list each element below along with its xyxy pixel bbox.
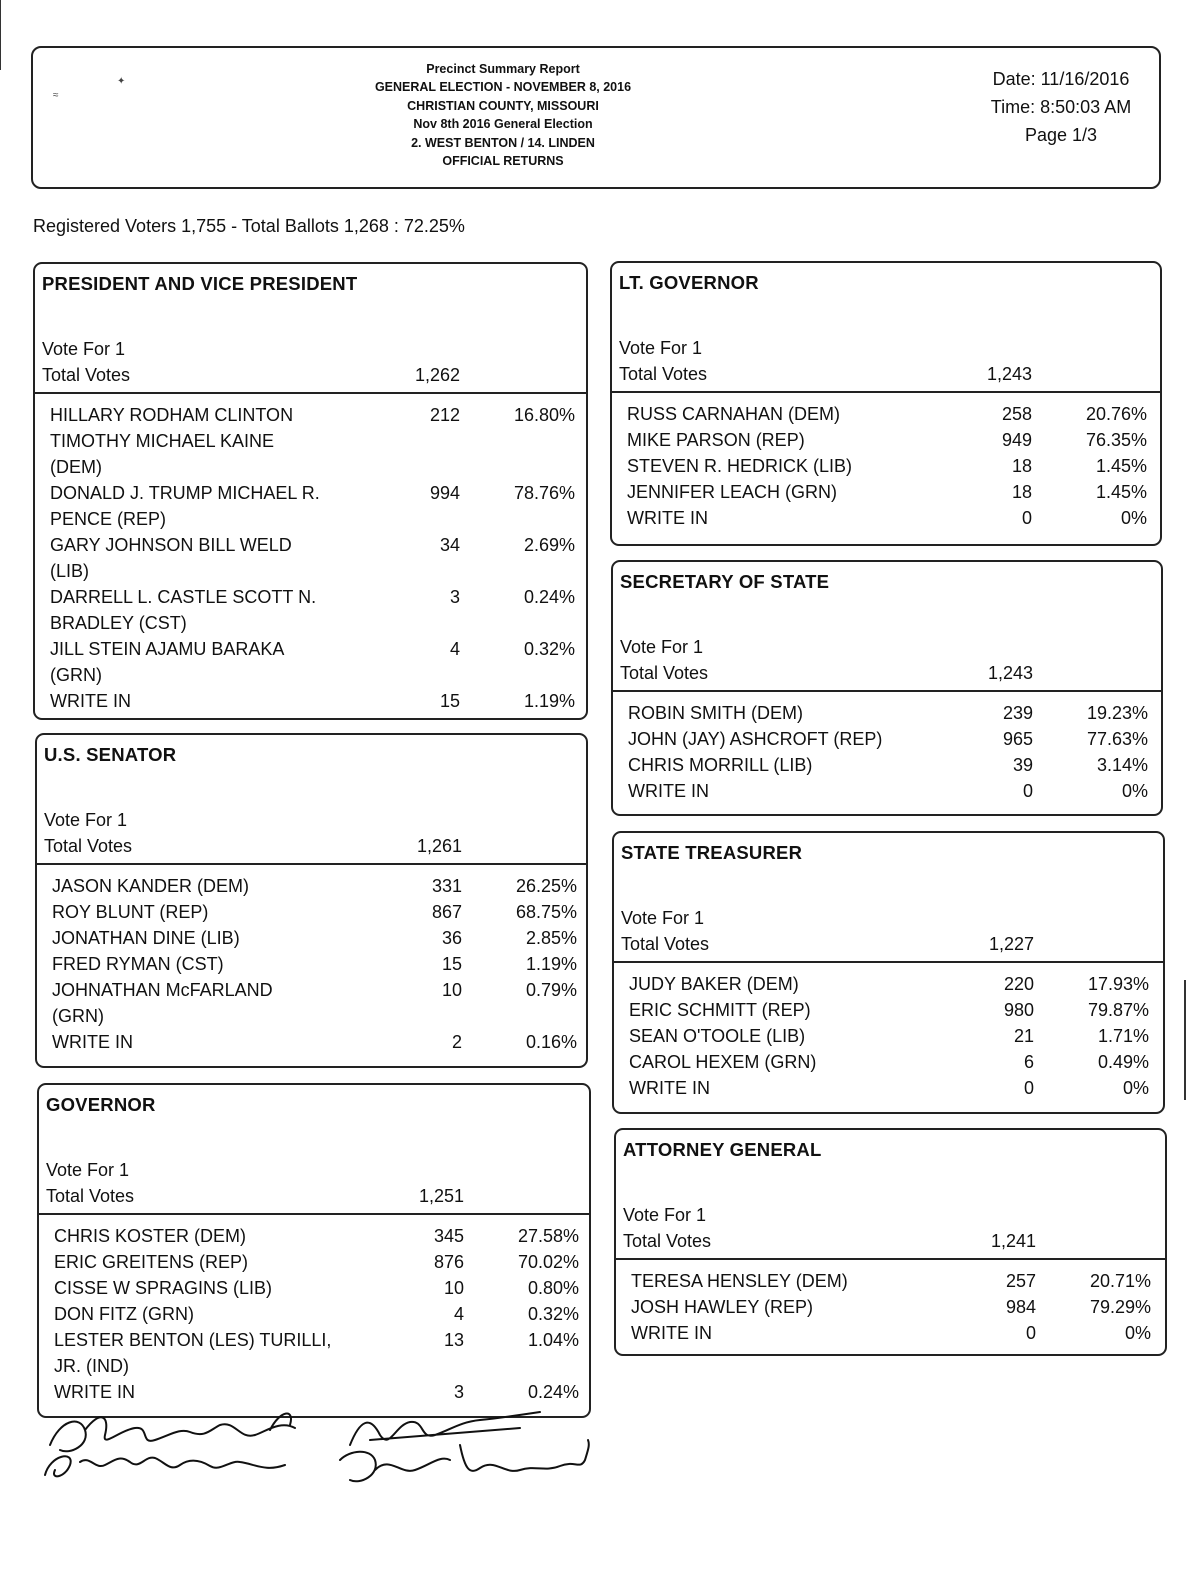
- candidate-percent: 2.85%: [525, 928, 577, 948]
- candidate-list: [616, 1268, 1165, 1346]
- candidate-name-line: CHRIS KOSTER (DEM): [54, 1226, 247, 1246]
- total-votes-value: 1,262: [414, 365, 460, 385]
- candidate-percent: 1.19%: [525, 954, 577, 974]
- candidate-row: [39, 1249, 589, 1275]
- candidate-percent: 19.23%: [1086, 703, 1148, 723]
- candidate-votes: 18: [1011, 456, 1032, 476]
- vote-for-label: Vote For 1: [46, 1160, 130, 1180]
- candidate-votes: 965: [1002, 729, 1033, 749]
- race-governor: [37, 1083, 591, 1418]
- report-time: Time: 8:50:03 AM: [990, 97, 1132, 117]
- candidate-name: [627, 453, 967, 479]
- candidate-votes: 39: [1012, 755, 1033, 775]
- candidate-row: [37, 925, 586, 951]
- candidate-votes: 257: [1005, 1271, 1036, 1291]
- candidate-votes: 876: [433, 1252, 464, 1272]
- candidate-name: [629, 997, 969, 1023]
- race-divider: [39, 1213, 589, 1215]
- candidate-name: [50, 584, 370, 636]
- candidate-name-line: JONATHAN DINE (LIB): [52, 928, 240, 948]
- candidate-name: [627, 401, 967, 427]
- candidate-list: [39, 1223, 589, 1405]
- candidate-row: [614, 997, 1163, 1023]
- race-attorney-general: [614, 1128, 1167, 1356]
- race-title: PRESIDENT AND VICE PRESIDENT: [42, 273, 358, 294]
- race-title: ATTORNEY GENERAL: [623, 1139, 822, 1160]
- candidate-row: [616, 1320, 1165, 1346]
- total-votes-label: Total Votes: [42, 365, 131, 385]
- vote-for-label: Vote For 1: [621, 908, 705, 928]
- candidate-row: [616, 1294, 1165, 1320]
- scan-speck-mark: ✦: [117, 76, 126, 87]
- candidate-votes: 331: [431, 876, 462, 896]
- candidate-percent: 0.80%: [527, 1278, 579, 1298]
- candidate-name-line: WRITE IN: [631, 1323, 712, 1343]
- candidate-percent: 0%: [1124, 1323, 1151, 1343]
- candidate-row: [612, 479, 1160, 505]
- county-name: CHRISTIAN COUNTY, MISSOURI: [407, 98, 599, 113]
- election-subtitle: Nov 8th 2016 General Election: [413, 117, 593, 132]
- candidate-name-line: PENCE (REP): [50, 509, 167, 529]
- candidate-row: [612, 505, 1160, 531]
- race-title: U.S. SENATOR: [44, 744, 177, 765]
- vote-for-label: Vote For 1: [623, 1205, 707, 1225]
- scan-speck-mark: ≈: [53, 90, 59, 101]
- total-votes-label: Total Votes: [621, 934, 710, 954]
- race-divider: [612, 391, 1160, 393]
- candidate-percent: 1.19%: [523, 691, 575, 711]
- vote-for-label: Vote For 1: [619, 338, 703, 358]
- race-title: LT. GOVERNOR: [619, 272, 759, 293]
- candidate-name-line: ERIC GREITENS (REP): [54, 1252, 249, 1272]
- candidate-name: [52, 899, 372, 925]
- candidate-name: [54, 1249, 374, 1275]
- signature-2: [45, 1456, 285, 1476]
- candidate-row: [39, 1301, 589, 1327]
- candidate-votes: 212: [429, 405, 460, 425]
- candidate-name: [628, 778, 968, 804]
- candidate-percent: 20.71%: [1089, 1271, 1151, 1291]
- candidate-percent: 0%: [1120, 508, 1147, 528]
- candidate-votes: 0: [1025, 1323, 1036, 1343]
- candidate-votes: 4: [449, 639, 460, 659]
- candidate-percent: 1.04%: [527, 1330, 579, 1350]
- candidate-percent: 0.24%: [527, 1382, 579, 1402]
- total-votes-label: Total Votes: [46, 1186, 135, 1206]
- candidate-name-line: DARRELL L. CASTLE SCOTT N.: [50, 587, 317, 607]
- vote-for-label: Vote For 1: [620, 637, 704, 657]
- candidate-name: [631, 1320, 971, 1346]
- candidate-row: [39, 1223, 589, 1249]
- candidate-name-line: RUSS CARNAHAN (DEM): [627, 404, 841, 424]
- candidate-name-line: SEAN O'TOOLE (LIB): [629, 1026, 806, 1046]
- race-title: SECRETARY OF STATE: [620, 571, 830, 592]
- candidate-name-line: ERIC SCHMITT (REP): [629, 1000, 811, 1020]
- candidate-name: [50, 532, 370, 584]
- candidate-row: [35, 532, 586, 584]
- candidate-name-line: BRADLEY (CST): [50, 613, 187, 633]
- candidate-percent: 0%: [1122, 1078, 1149, 1098]
- candidate-name: [52, 925, 372, 951]
- candidate-row: [612, 427, 1160, 453]
- candidate-name-line: JOHNATHAN McFARLAND: [52, 980, 273, 1000]
- candidate-name-line: FRED RYMAN (CST): [52, 954, 224, 974]
- candidate-percent: 68.75%: [515, 902, 577, 922]
- candidate-row: [616, 1268, 1165, 1294]
- candidate-name: [628, 752, 968, 778]
- candidate-row: [613, 726, 1161, 752]
- total-votes-value: 1,261: [416, 836, 462, 856]
- signature-4: [340, 1440, 589, 1481]
- candidate-name-line: DONALD J. TRUMP MICHAEL R.: [50, 483, 320, 503]
- candidate-name-line: JASON KANDER (DEM): [52, 876, 250, 896]
- report-date: Date: 11/16/2016: [992, 69, 1130, 89]
- candidate-name-line: JENNIFER LEACH (GRN): [627, 482, 838, 502]
- race-secretary-of-state: [611, 560, 1163, 816]
- race-divider: [616, 1258, 1165, 1260]
- vote-for-label: Vote For 1: [42, 339, 126, 359]
- candidate-name-line: (LIB): [50, 561, 90, 581]
- candidate-percent: 0%: [1121, 781, 1148, 801]
- race-state-treasurer: [612, 831, 1165, 1114]
- candidate-name-line: HILLARY RODHAM CLINTON: [50, 405, 294, 425]
- candidate-votes: 13: [443, 1330, 464, 1350]
- candidate-percent: 79.29%: [1089, 1297, 1151, 1317]
- total-votes-value: 1,243: [986, 364, 1032, 384]
- candidate-percent: 16.80%: [513, 405, 575, 425]
- candidate-percent: 0.24%: [523, 587, 575, 607]
- candidate-votes: 3: [453, 1382, 464, 1402]
- candidate-name-line: WRITE IN: [629, 1078, 710, 1098]
- candidate-row: [37, 951, 586, 977]
- candidate-votes: 15: [441, 954, 462, 974]
- candidate-name: [52, 873, 372, 899]
- candidate-name: [50, 688, 370, 714]
- race-us-senator: [35, 733, 588, 1068]
- candidate-row: [35, 688, 586, 714]
- candidate-percent: 1.71%: [1097, 1026, 1149, 1046]
- candidate-name-line: JOSH HAWLEY (REP): [631, 1297, 814, 1317]
- candidate-percent: 3.14%: [1096, 755, 1148, 775]
- candidate-list: [612, 401, 1160, 531]
- candidate-votes: 15: [439, 691, 460, 711]
- candidate-name-line: STEVEN R. HEDRICK (LIB): [627, 456, 853, 476]
- candidate-row: [37, 977, 586, 1029]
- candidate-name-line: (DEM): [50, 457, 102, 477]
- candidate-name: [629, 971, 969, 997]
- total-votes-label: Total Votes: [619, 364, 708, 384]
- candidate-row: [613, 778, 1161, 804]
- candidate-votes: 4: [453, 1304, 464, 1324]
- candidate-votes: 36: [441, 928, 462, 948]
- candidate-row: [612, 453, 1160, 479]
- total-votes-value: 1,243: [987, 663, 1033, 683]
- candidate-name-line: TIMOTHY MICHAEL KAINE: [50, 431, 275, 451]
- candidate-name: [54, 1301, 374, 1327]
- official-signatures: [40, 1400, 600, 1500]
- total-votes-label: Total Votes: [620, 663, 709, 683]
- candidate-name: [52, 1029, 372, 1055]
- candidate-name: [54, 1223, 374, 1249]
- race-divider: [614, 961, 1163, 963]
- signature-1: [50, 1414, 295, 1452]
- page-number: Page 1/3: [1024, 125, 1098, 145]
- candidate-name-line: JR. (IND): [54, 1356, 129, 1376]
- candidate-votes: 0: [1023, 1078, 1034, 1098]
- candidate-percent: 0.32%: [523, 639, 575, 659]
- candidate-percent: 1.45%: [1095, 456, 1147, 476]
- candidate-name: [52, 951, 372, 977]
- candidate-name-line: DON FITZ (GRN): [54, 1304, 194, 1324]
- candidate-name-line: JUDY BAKER (DEM): [629, 974, 799, 994]
- candidate-name: [627, 479, 967, 505]
- candidate-percent: 26.25%: [515, 876, 577, 896]
- candidate-row: [35, 636, 586, 688]
- candidate-percent: 76.35%: [1085, 430, 1147, 450]
- precinct-name: 2. WEST BENTON / 14. LINDEN: [411, 135, 595, 150]
- candidate-votes: 18: [1011, 482, 1032, 502]
- vote-for-label: Vote For 1: [44, 810, 128, 830]
- candidate-row: [37, 873, 586, 899]
- candidate-name: [629, 1049, 969, 1075]
- candidate-votes: 984: [1005, 1297, 1036, 1317]
- candidate-row: [37, 1029, 586, 1055]
- candidate-name-line: LESTER BENTON (LES) TURILLI,: [54, 1330, 332, 1350]
- report-title-block: [333, 60, 673, 170]
- candidate-row: [39, 1327, 589, 1379]
- candidate-name-line: WRITE IN: [50, 691, 131, 711]
- candidate-percent: 20.76%: [1085, 404, 1147, 424]
- candidate-votes: 6: [1023, 1052, 1034, 1072]
- candidate-votes: 867: [431, 902, 462, 922]
- candidate-percent: 77.63%: [1086, 729, 1148, 749]
- total-votes-label: Total Votes: [623, 1231, 712, 1251]
- candidate-percent: 0.79%: [525, 980, 577, 1000]
- candidate-name-line: WRITE IN: [628, 781, 709, 801]
- scan-edge-mark: [1184, 980, 1186, 1100]
- candidate-list: [614, 971, 1163, 1101]
- scan-edge-mark: [0, 0, 1, 70]
- returns-type: OFFICIAL RETURNS: [442, 154, 564, 169]
- candidate-votes: 220: [1003, 974, 1034, 994]
- candidate-row: [614, 1049, 1163, 1075]
- candidate-name-line: CHRIS MORRILL (LIB): [628, 755, 813, 775]
- candidate-name: [50, 402, 370, 480]
- candidate-name: [54, 1327, 374, 1379]
- total-votes-value: 1,241: [990, 1231, 1036, 1251]
- candidate-name-line: ROY BLUNT (REP): [52, 902, 209, 922]
- report-title: Precinct Summary Report: [426, 62, 580, 76]
- candidate-votes: 10: [441, 980, 462, 1000]
- report-meta: [971, 65, 1151, 149]
- candidate-row: [614, 1075, 1163, 1101]
- candidate-name: [629, 1075, 969, 1101]
- candidate-row: [613, 700, 1161, 726]
- candidate-percent: 0.32%: [527, 1304, 579, 1324]
- candidate-row: [35, 584, 586, 636]
- candidate-name: [50, 636, 370, 688]
- candidate-name: [627, 427, 967, 453]
- candidate-row: [613, 752, 1161, 778]
- candidate-percent: 79.87%: [1087, 1000, 1149, 1020]
- race-divider: [613, 690, 1161, 692]
- signature-3: [350, 1412, 540, 1445]
- candidate-row: [614, 971, 1163, 997]
- candidate-name: [627, 505, 967, 531]
- report-header: [31, 46, 1161, 189]
- candidate-name-line: JILL STEIN AJAMU BARAKA: [50, 639, 285, 659]
- election-name: GENERAL ELECTION - NOVEMBER 8, 2016: [374, 80, 632, 95]
- candidate-row: [612, 401, 1160, 427]
- candidate-name: [52, 977, 372, 1029]
- candidate-name: [629, 1023, 969, 1049]
- candidate-votes: 239: [1002, 703, 1033, 723]
- candidate-percent: 27.58%: [517, 1226, 579, 1246]
- candidate-name-line: WRITE IN: [52, 1032, 133, 1052]
- candidate-percent: 78.76%: [513, 483, 575, 503]
- candidate-name-line: MIKE PARSON (REP): [627, 430, 805, 450]
- race-title: STATE TREASURER: [621, 842, 803, 863]
- candidate-row: [35, 480, 586, 532]
- candidate-votes: 10: [443, 1278, 464, 1298]
- candidate-list: [35, 402, 586, 714]
- candidate-name-line: CAROL HEXEM (GRN): [629, 1052, 817, 1072]
- candidate-name: [631, 1268, 971, 1294]
- candidate-row: [39, 1275, 589, 1301]
- candidate-votes: 3: [449, 587, 460, 607]
- candidate-votes: 2: [451, 1032, 462, 1052]
- candidate-percent: 0.16%: [525, 1032, 577, 1052]
- candidate-percent: 2.69%: [523, 535, 575, 555]
- candidate-votes: 980: [1003, 1000, 1034, 1020]
- candidate-name-line: TERESA HENSLEY (DEM): [631, 1271, 848, 1291]
- total-votes-value: 1,251: [418, 1186, 464, 1206]
- candidate-name-line: WRITE IN: [627, 508, 708, 528]
- candidate-name-line: ROBIN SMITH (DEM): [628, 703, 803, 723]
- candidate-name-line: JOHN (JAY) ASHCROFT (REP): [628, 729, 883, 749]
- candidate-name-line: GARY JOHNSON BILL WELD: [50, 535, 292, 555]
- candidate-percent: 70.02%: [517, 1252, 579, 1272]
- candidate-votes: 0: [1022, 781, 1033, 801]
- candidate-name-line: (GRN): [52, 1006, 104, 1026]
- candidate-votes: 994: [429, 483, 460, 503]
- race-title: GOVERNOR: [46, 1094, 156, 1115]
- candidate-name: [631, 1294, 971, 1320]
- candidate-row: [35, 402, 586, 480]
- candidate-votes: 34: [439, 535, 460, 555]
- candidate-list: [613, 700, 1161, 804]
- candidate-percent: 17.93%: [1087, 974, 1149, 994]
- registered-voters-summary: Registered Voters 1,755 - Total Ballots 1,268 : 72.25%: [33, 216, 465, 236]
- candidate-votes: 949: [1001, 430, 1032, 450]
- race-president: [33, 262, 588, 720]
- total-votes-value: 1,227: [988, 934, 1034, 954]
- candidate-list: [37, 873, 586, 1055]
- candidate-votes: 345: [433, 1226, 464, 1246]
- race-lt-governor: [610, 261, 1162, 546]
- candidate-votes: 21: [1013, 1026, 1034, 1046]
- candidate-percent: 0.49%: [1097, 1052, 1149, 1072]
- candidate-percent: 1.45%: [1095, 482, 1147, 502]
- candidate-name: [50, 480, 370, 532]
- candidate-name: [54, 1275, 374, 1301]
- candidate-row: [614, 1023, 1163, 1049]
- candidate-name-line: (GRN): [50, 665, 102, 685]
- race-divider: [35, 392, 586, 394]
- candidate-votes: 0: [1021, 508, 1032, 528]
- candidate-name-line: WRITE IN: [54, 1382, 135, 1402]
- race-divider: [37, 863, 586, 865]
- candidate-name: [628, 700, 968, 726]
- candidate-row: [37, 899, 586, 925]
- candidate-votes: 258: [1001, 404, 1032, 424]
- total-votes-label: Total Votes: [44, 836, 133, 856]
- candidate-name-line: CISSE W SPRAGINS (LIB): [54, 1278, 273, 1298]
- candidate-name: [628, 726, 968, 752]
